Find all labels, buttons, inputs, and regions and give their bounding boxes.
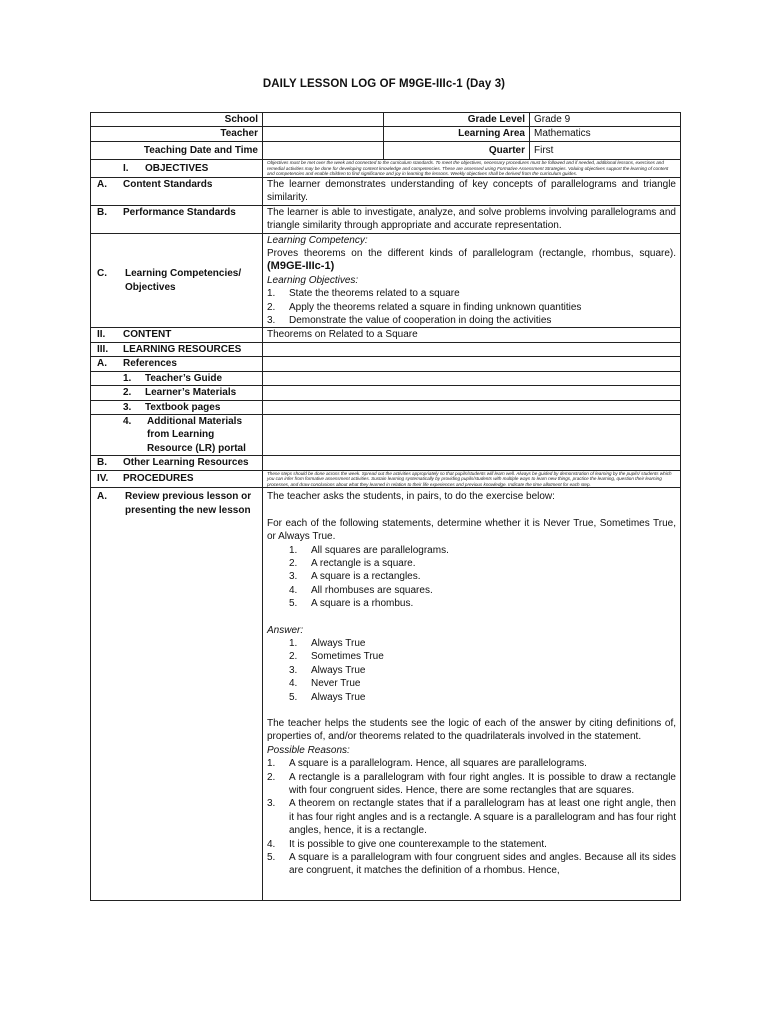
procedures-num: IV. (97, 473, 109, 485)
teaching-date-label: Teaching Date and Time (91, 141, 263, 159)
review-row (91, 488, 681, 901)
learners-materials-label-cell: 2. Learner’s Materials (91, 386, 263, 400)
content-label-cell (91, 328, 263, 342)
statements-list (267, 544, 676, 611)
help-text: The teacher helps the students see the logic of each of the answer by citing definitions of, properties of, and/or theorems related to the quadrilaterals involved in the statement. (267, 718, 676, 743)
additional-materials-row (91, 414, 681, 455)
quarter-value: First (530, 141, 681, 159)
answers-list (267, 637, 676, 704)
list-item: 2. A rectangle is a parallelogram with four right angles. It is possible to draw a rectangle with four congruent sides. Hence, there are some rectangles that are squares. (267, 771, 676, 797)
learning-resources-row (91, 342, 681, 356)
teacher-value[interactable] (263, 127, 384, 141)
list-item: 1. Always True (289, 637, 366, 649)
learning-resources-label: LEARNING RESOURCES (123, 343, 242, 355)
objectives-note: Objectives must be met over the week and connected to the curriculum standards. To meet the objectives, necessary procedures must be followed and if needed, additional lessons, exercises and remedial activities may be done for developing content knowledge and competencies. These are assessed using Formative Assessment Strategies. Valuing objectives support the learning of content and competencies and enable children to find significance and joy in learning the lessons. Weekly objectives shall be derived from the curriculum guides. (263, 160, 681, 178)
textbook-pages-row (91, 400, 681, 414)
school-value[interactable] (263, 113, 384, 127)
references-value[interactable] (263, 357, 681, 371)
content-standards-label: Content Standards (123, 179, 213, 190)
list-item: 2. Sometimes True (289, 651, 384, 663)
performance-standards-label-cell (91, 205, 263, 233)
references-label: References (123, 358, 177, 370)
document-title: DAILY LESSON LOG OF M9GE-IIIc-1 (Day 3) (262, 78, 506, 90)
review-content (263, 488, 681, 901)
school-label: School (91, 113, 263, 127)
learning-area-value: Mathematics (530, 127, 681, 141)
learners-materials-row (91, 386, 681, 400)
learning-area-label: Learning Area (384, 127, 530, 141)
other-resources-label-cell (91, 456, 263, 470)
review-intro: The teacher asks the students, in pairs, to do the exercise below: (267, 491, 555, 503)
objectives-row (91, 160, 681, 178)
content-standards-text: The learner demonstrates understanding of key concepts of parallelograms and triangle similarity. (263, 178, 681, 206)
additional-materials-label: Additional Materials from Learning Resource (LR) portal (147, 415, 246, 454)
content-standards-num: A. (97, 179, 107, 190)
list-item: 5. A square is a rhombus. (289, 598, 414, 610)
list-item: 5. Always True (289, 691, 366, 703)
list-item: 3. Always True (289, 664, 366, 676)
performance-standards-text: The learner is able to investigate, analyze, and solve problems involving parallelograms and triangle similarity through appropriate and accurate representation. (263, 205, 681, 233)
references-label-cell (91, 357, 263, 371)
list-item: 2. Apply the theorems related a square in finding unknown quantities (267, 301, 582, 313)
teachers-guide-row (91, 371, 681, 385)
list-item: 4. It is possible to give one counterexample to the statement. (267, 838, 547, 850)
date-row (91, 141, 681, 159)
content-row (91, 328, 681, 342)
procedures-note: These steps should be done across the week. Spread out the activities appropriately so that pupils/students will learn well. Always be guided by demonstration of learning by the pupils/ students which you can infer from formative assessment activities. Sustain learning systematically by providing pupils/students with multiple ways to learn new things, practice the learning, question their learning processes, and draw conclusions about what they learned in relation to their life experiences and previous knowledge. Indicate the time allotment for each step. (263, 470, 681, 488)
competency-heading: Learning Competency: (267, 234, 368, 246)
teacher-row (91, 127, 681, 141)
list-item: 3. Demonstrate the value of cooperation in doing the activities (267, 315, 552, 327)
reasons-heading: Possible Reasons: (267, 744, 350, 756)
textbook-pages-value[interactable] (263, 400, 681, 414)
learning-objectives-list (267, 287, 676, 327)
list-item: 1. A square is a parallelogram. Hence, all squares are parallelograms. (267, 758, 587, 770)
objectives-heading: Learning Objectives: (267, 274, 359, 286)
grade-level-label: Grade Level (384, 113, 530, 127)
teaching-date-value[interactable] (263, 141, 384, 159)
other-resources-row (91, 456, 681, 470)
competencies-num: C. (97, 268, 107, 280)
other-resources-label: Other Learning Resources (123, 457, 249, 469)
performance-standards-num: B. (97, 206, 107, 218)
procedures-row (91, 470, 681, 488)
competency-code: (M9GE-IIIc-1) (267, 260, 335, 273)
references-num: A. (97, 358, 107, 370)
list-item: 1. State the theorems related to a square (267, 288, 460, 300)
grade-level-value: Grade 9 (530, 113, 681, 127)
teachers-guide-label-cell: 1. Teacher’s Guide (91, 371, 263, 385)
objectives-num: I. (123, 162, 129, 174)
performance-standards-row (91, 205, 681, 233)
review-label: Review previous lesson or presenting the new lesson (125, 491, 252, 516)
learners-materials-value[interactable] (263, 386, 681, 400)
objectives-label-cell (91, 160, 263, 178)
list-item: 5. A square is a parallelogram with four congruent sides and angles. Because all its sides are congruent, it matches the definition of a rhombus. Hence, (267, 852, 676, 877)
other-resources-value[interactable] (263, 456, 681, 470)
other-resources-num: B. (97, 457, 107, 469)
content-num: II. (97, 329, 106, 341)
learners-materials-label: Learner’s Materials (145, 387, 237, 399)
competencies-row (91, 233, 681, 328)
list-item: 4. Never True (289, 678, 361, 690)
references-row (91, 357, 681, 371)
list-item: 3. A theorem on rectangle states that if a parallelogram has at least one right angle, then it has four right angles and is a rectangle. A square is a parallelogram and has four right angles, hence, it is a rectangle. (267, 798, 676, 837)
objectives-label: OBJECTIVES (145, 162, 209, 174)
additional-materials-label-cell: 4. Additional Materials from Learning Resource (LR) portal (91, 414, 263, 455)
list-item: 2. A rectangle is a square. (289, 557, 416, 569)
list-item: 3. A square is a rectangles. (289, 571, 421, 583)
additional-materials-value[interactable] (263, 414, 681, 455)
quarter-label: Quarter (384, 141, 530, 159)
competencies-label-cell (91, 233, 263, 328)
learning-resources-value[interactable] (263, 342, 681, 356)
competencies-content (263, 233, 681, 328)
textbook-pages-label-cell: 3. Textbook pages (91, 400, 263, 414)
competency-text-block (267, 247, 676, 274)
textbook-pages-label: Textbook pages (145, 401, 221, 413)
competencies-label: Learning Competencies/ Objectives (125, 268, 242, 293)
review-instruction: For each of the following statements, determine whether it is Never True, Sometimes True, or Always True. (267, 517, 676, 543)
teacher-label: Teacher (91, 127, 263, 141)
list-item: 1. All squares are parallelograms. (289, 544, 449, 556)
teachers-guide-value[interactable] (263, 371, 681, 385)
content-label: CONTENT (123, 329, 172, 341)
answer-heading: Answer: (267, 624, 304, 636)
reasons-list (267, 757, 676, 878)
competency-text: Proves theorems on the different kinds of parallelogram (rectangle, rhombus, square). (267, 248, 676, 260)
teachers-guide-label: Teacher’s Guide (145, 372, 223, 384)
review-label-cell (91, 488, 263, 901)
learning-resources-num: III. (97, 343, 109, 355)
content-text: Theorems on Related to a Square (263, 328, 681, 342)
list-item: 4. All rhombuses are squares. (289, 584, 433, 596)
learning-resources-label-cell (91, 342, 263, 356)
performance-standards-label: Performance Standards (123, 206, 236, 218)
procedures-label-cell (91, 470, 263, 488)
procedures-label: PROCEDURES (123, 473, 194, 485)
review-num: A. (97, 491, 107, 503)
school-row (91, 113, 681, 127)
content-standards-label-cell (91, 178, 263, 206)
lesson-log-table (90, 112, 681, 901)
content-standards-row (91, 178, 681, 206)
